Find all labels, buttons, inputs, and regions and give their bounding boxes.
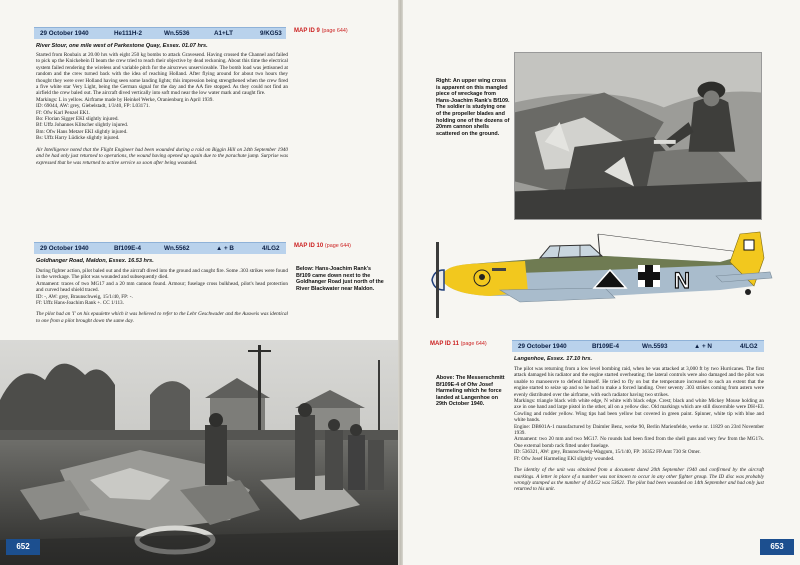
map-reference-id: MAP ID 11 bbox=[430, 341, 459, 347]
paragraph: Started from Roubaix at 20.00 hrs with eight 250 kg bombs to attack Gravesend. Having crossed the Channel and failed to pick up the Knickebein II beam the crew tried to reach their objective by dead reckoning. About this time the electrical system failed rendering the wireless and variable pitch for the airscrews unserviceable. The bomb load was jettisoned at random and the crew turned back with the idea of reaching Holland. After flying around for about two hours they thought they were over Holland having seen some landing lights; this impression being strengthened when the crew fired a five white star Very Light, being the German signal for the day and the AA fire stopped. As they could not find an airfield the crew baled out. The aircraft dived vertically into soft mud near the low water mark and caught fire. bbox=[36, 52, 288, 97]
entry-header-bar bbox=[34, 27, 286, 39]
page-number-left: 652 bbox=[6, 539, 40, 555]
paragraph: Ff: Ofw Karl Penzel EK1. bbox=[36, 109, 91, 116]
entry-code: ▲ + N bbox=[694, 343, 712, 350]
map-reference-id: MAP ID 10 bbox=[294, 243, 324, 249]
map-reference-id: MAP ID 9 bbox=[294, 28, 320, 34]
aircraft-code-letter: N bbox=[674, 268, 690, 293]
entry-note: Air Intelligence noted that the Flight Engineer had been wounded during a raid on Biggin Hill on 24th September 1940 and he had only just returned to operations, the wound having opened up again due to the parachute jump. Surprise was expressed that he was returned to active service so soon after being wounded. bbox=[36, 146, 288, 166]
entry-aircraft-type: Bf109E-4 bbox=[592, 343, 619, 350]
photo-caption-above: Above: The Messerschmitt Bf109E-4 of Ofw Josef Harmeling which he force landed at Langenhoe on 29th October 1940. bbox=[436, 375, 505, 408]
map-reference-page: (page 644) bbox=[460, 341, 487, 347]
paragraph: ID: 69044, AW: grey, Giebelstadt, 1/3/40, FP: L03171. bbox=[36, 103, 150, 110]
entry-unit: 9/KG53 bbox=[260, 30, 282, 37]
entry-header-bar bbox=[512, 340, 764, 352]
map-reference-page: (page 644) bbox=[321, 28, 348, 34]
entry-header-bar bbox=[34, 242, 286, 254]
entry-date: 29 October 1940 bbox=[518, 343, 567, 350]
paragraph: Bo: Florian Sigger EKI slightly injured. bbox=[36, 116, 119, 123]
paragraph: ID: -, AW: grey, Braunschweig, 15/1/40, FP: -. bbox=[36, 293, 133, 300]
paragraph: Armament: traces of two MG17 and a 20 mm cannon found. Armour; fuselage cross bulkhead, pilot's head protection and curved head shield traced. bbox=[36, 280, 288, 294]
entry-unit: 4/LG2 bbox=[262, 245, 280, 252]
entry-werknummer: Wn.5562 bbox=[164, 245, 190, 252]
paragraph: During fighter action, pilot baled out and the aircraft dived into the ground and caught fire. Some .303 strikes were found in the wreckage. The pilot was wounded and subsequently died. bbox=[36, 268, 288, 281]
entry-code: ▲ + B bbox=[216, 245, 234, 252]
entry-date: 29 October 1940 bbox=[40, 30, 89, 37]
paragraph: Markings: L in yellow. Airframe made by Heinkel Werke, Oranienburg in April 1939. bbox=[36, 96, 214, 103]
entry-date: 29 October 1940 bbox=[40, 245, 89, 252]
paragraph: Ff: Ofw Josef Harmeling EKI slightly wounded. bbox=[514, 455, 615, 462]
entry-aircraft-type: He111H-2 bbox=[114, 30, 143, 37]
entry-werknummer: Wn.5593 bbox=[642, 343, 668, 350]
paragraph: Ff: Uffz Hans-Joachim Rank +. CC 1/113. bbox=[36, 300, 124, 307]
paragraph: Armament: two 20 mm and two MG17. No rounds had been fired from the shell guns and very few from the MG17s. One external bomb rack fitted under fuselage. bbox=[514, 436, 764, 449]
entry-werknummer: Wn.5536 bbox=[164, 30, 190, 37]
paragraph: ID: 536321, AW: grey, Braunschweig-Waggum, 15/1/40, FP: 36352 FP.Amt 730 St Omer. bbox=[514, 449, 701, 456]
photo-caption-below: Below: Hans-Joachim Rank's Bf109 came down next to the Goldhanger Road just north of the River Blackwater near Maldon. bbox=[296, 266, 384, 292]
entry-body bbox=[36, 52, 288, 166]
entry-body bbox=[36, 268, 288, 324]
map-reference[interactable] bbox=[294, 28, 348, 34]
map-reference[interactable] bbox=[430, 341, 487, 347]
book-gutter bbox=[398, 0, 403, 565]
entry-location: Langenhoe, Essex. 17.10 hrs. bbox=[514, 356, 593, 362]
wreckage-photo bbox=[0, 340, 398, 565]
entry-location: Goldhanger Road, Maldon, Essex. 16.53 hrs. bbox=[36, 258, 154, 264]
paragraph: Bm: Ofw Hans Metzer EKI slightly injured. bbox=[36, 128, 128, 135]
page-number-right: 653 bbox=[760, 539, 794, 555]
entry-code: A1+LT bbox=[214, 30, 233, 37]
bf109-profile-illustration bbox=[430, 228, 780, 328]
paragraph: Markings: triangle black with white edge, N white with black edge. Crest; black and white Mickey Mouse holding an axe in one hand and large pistol in the other, all on a yellow disc. Old markings which are still discernible were DH+EI. Cowling and rudder yellow. Wing tips had been yellow but covered in green paint. Spinner, white tip with blue and white bands. bbox=[514, 398, 764, 424]
paragraph: Bs: Uffz Harry Lüdicke slightly injured. bbox=[36, 135, 120, 142]
entry-body bbox=[514, 366, 764, 493]
soldier-wreckage-photo bbox=[514, 52, 762, 220]
map-reference[interactable] bbox=[294, 243, 351, 249]
paragraph: Bf: Uffz Johannes Klitscher slightly injured. bbox=[36, 122, 129, 129]
paragraph: Engine: DB601A-1 manufactured by Daimler Benz, werke 90, Berlin Marienfelde, werke nr. 11829 on 23rd November 1939. bbox=[514, 423, 764, 437]
entry-note: The identity of the unit was obtained from a document dated 20th September 1940 and confirmed by the aircraft markings. A letter in place of a number was not known to occur in any other fighter group. The ID disc was probably wrongly stamped as the number of 4/LG2 was 53621. The pilot had been wounded on 14th September and had only just returned to his unit. bbox=[514, 467, 764, 493]
photo-caption-right: Right: An upper wing cross is apparent on this mangled piece of wreckage from Hans-Joachim Rank's Bf109. The soldier is studying one of the propeller blades and holding one of the dozens of 20mm cannon shells scattered on the ground. bbox=[436, 78, 510, 137]
entry-aircraft-type: Bf109E-4 bbox=[114, 245, 141, 252]
entry-location: River Stour, one mile west of Parkestone Quay, Essex. 01.07 hrs. bbox=[36, 43, 208, 49]
map-reference-page: (page 644) bbox=[324, 243, 351, 249]
entry-unit: 4/LG2 bbox=[740, 343, 758, 350]
paragraph: The pilot was returning from a low level bombing raid, when he was attacked at 3,000 ft by two Hurricanes. The first attack damaged his radiator and the engine started overheating; the lateral controls were also damaged and the pilot was unable to manoeuvre to defend himself. He tried to fly on but the temperature increased to such an extent that the engine started to seize up and so he had to make a forced landing. Over seventy .303 strikes coming from astern were evenly distributed over the airframe, with each radiator having two strikes. bbox=[514, 366, 764, 398]
entry-note: The pilot had an 'I' on his epaulette which it was believed to refer to the Lehr Geschwader and the Ausweis was identical to one from a pilot brought down the same day. bbox=[36, 311, 288, 324]
